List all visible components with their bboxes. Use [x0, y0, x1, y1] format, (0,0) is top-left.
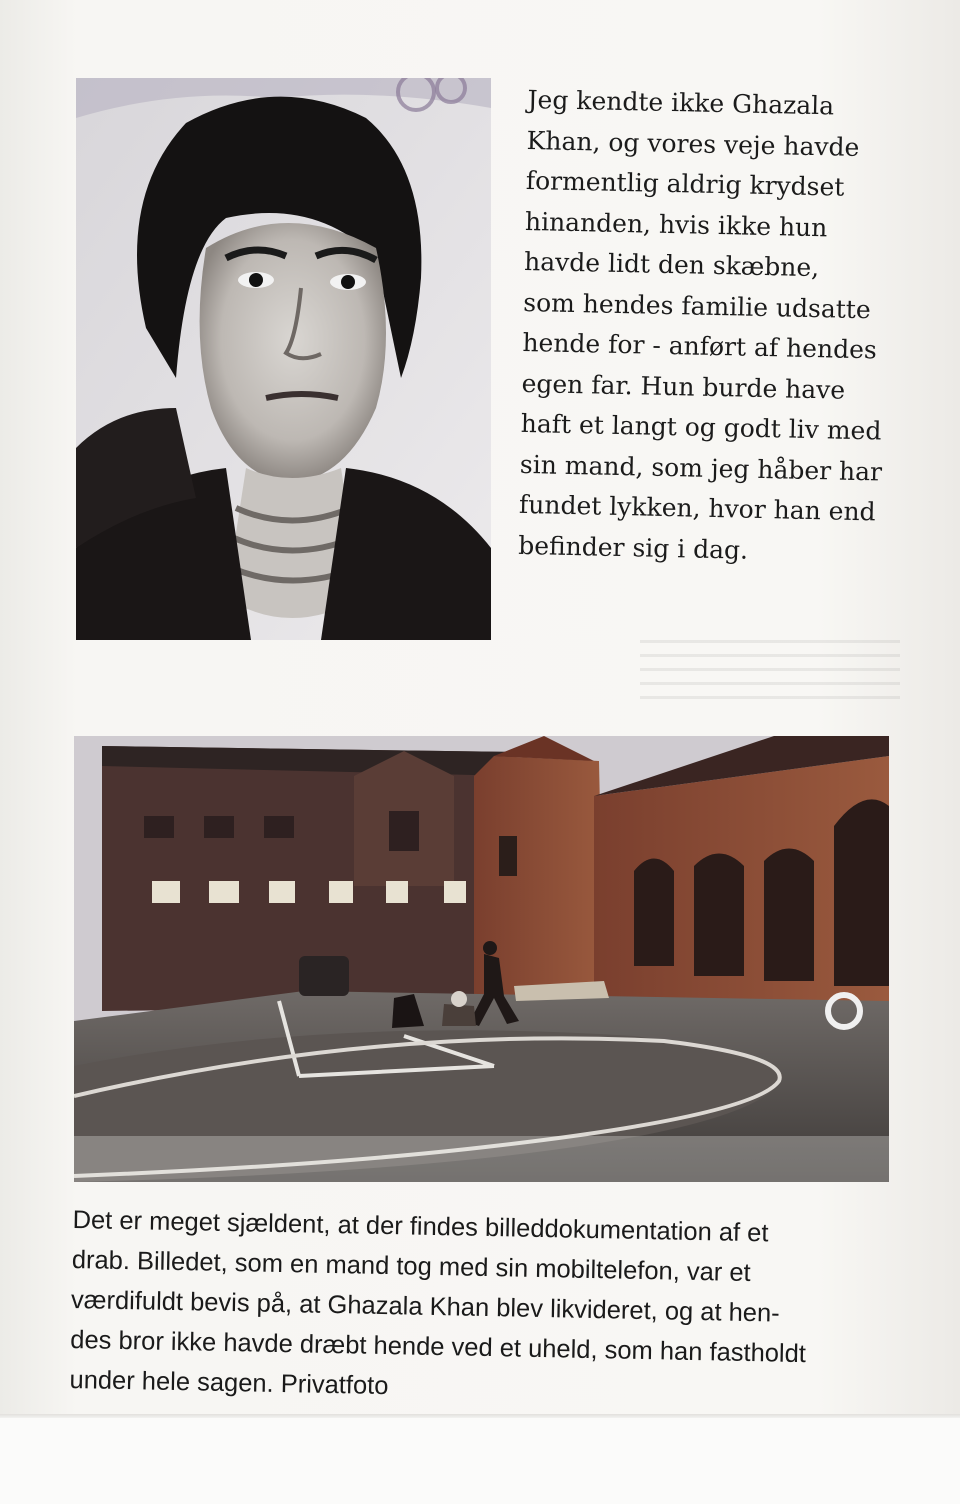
intro-line: haft et langt og godt liv med: [520, 408, 882, 446]
caption-line: værdifuldt bevis på, at Ghazala Khan blev likvideret, og at hen-: [70, 1285, 780, 1328]
intro-paragraph: [518, 80, 898, 574]
caption-line: Det er meget sjældent, at der findes billeddokumentation af et: [72, 1205, 769, 1248]
intro-line: egen far. Hun burde have: [521, 368, 846, 405]
intro-line: som hendes familie udsatte: [523, 287, 872, 324]
intro-line: hinanden, hvis ikke hun: [524, 206, 828, 242]
caption-line: des bror ikke havde dræbt hende ved et uheld, som han fastholdt: [70, 1325, 807, 1369]
bleed-through-text: [640, 640, 900, 710]
page-bottom-margin: [0, 1418, 960, 1504]
intro-line: befinder sig i dag.: [517, 530, 749, 565]
intro-line: hende for - anført af hendes: [522, 327, 878, 365]
caption-line: under hele sagen. Privatfoto: [69, 1365, 389, 1401]
intro-line: fundet lykken, hvor han end: [518, 489, 876, 527]
intro-line: havde lidt den skæbne,: [523, 246, 820, 283]
caption-line: drab. Billedet, som en mand tog med sin mobiltelefon, var et: [71, 1245, 751, 1288]
crime-scene-photo: [74, 736, 889, 1182]
intro-line: Khan, og vores veje havde: [526, 125, 860, 162]
photo-caption: [69, 1200, 893, 1416]
intro-line: sin mand, som jeg håber har: [519, 449, 883, 486]
intro-line: formentlig aldrig krydset: [525, 165, 845, 202]
portrait-photo: [76, 78, 491, 640]
intro-line: Jeg kendte ikke Ghazala: [527, 84, 835, 121]
